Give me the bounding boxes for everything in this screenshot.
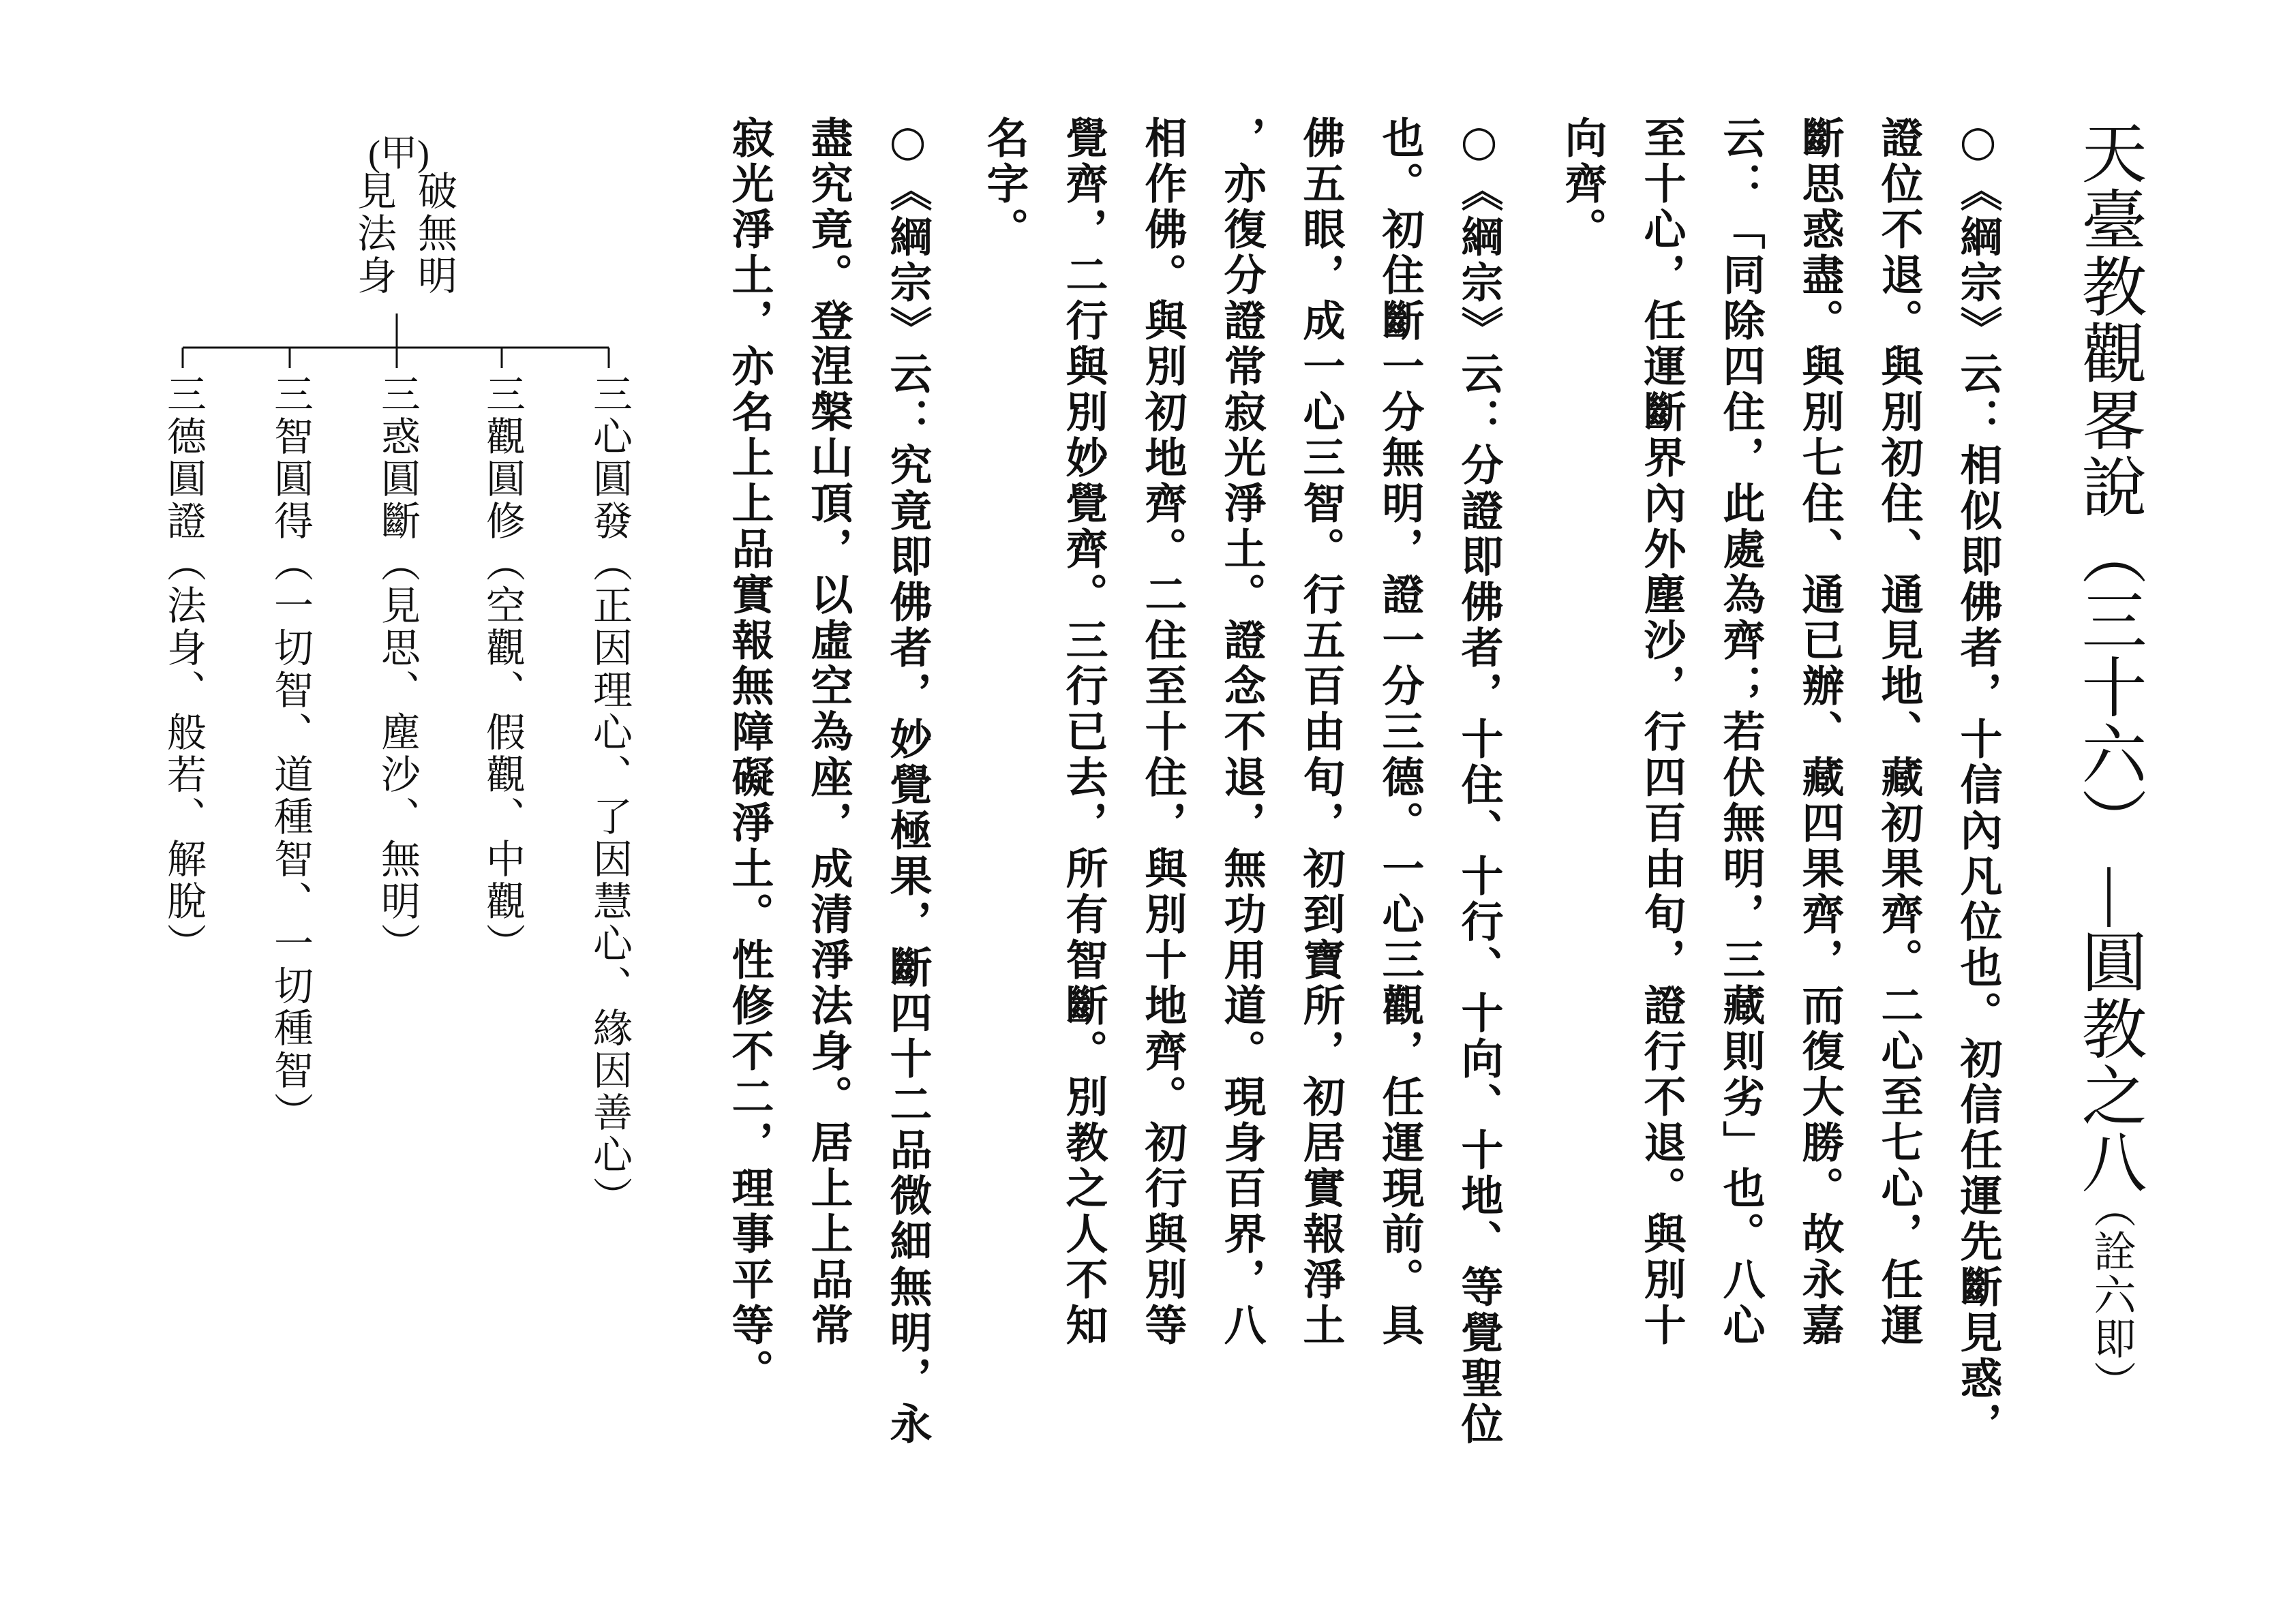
text-column: 寂光淨土，亦名上上品實報無障礙淨土。性修不二，理事平等。: [725, 116, 774, 1394]
text-column: 云：「同除四住，此處為齊；若伏無明，三藏則劣」也。八心: [1716, 116, 1766, 1349]
tree-branch: 三智圓得（一切智、道種智、一切種智）: [268, 373, 312, 1134]
tree-branch: 三觀圓修（空觀、假觀、中觀）: [480, 373, 524, 965]
tree-root-label: (甲): [368, 133, 429, 174]
text-column: ○《綱宗》云：相似即佛者，十信內凡位也。初信任運先斷見惑，: [1953, 116, 2003, 1448]
text-column: ○《綱宗》云：究竟即佛者，妙覺極果，斷四十二品微細無明，永: [883, 116, 933, 1448]
text-column: 佛五眼，成一心三智。行五百由旬，初到寶所，初居實報淨土: [1296, 116, 1346, 1349]
text-column: 向齊。: [1558, 116, 1607, 253]
text-column: 盡究竟。登涅槃山頂，以虛空為座，成清淨法身。居上上品常: [804, 116, 854, 1349]
text-column: 也。初住斷一分無明，證一分三德。一心三觀，任運現前。具: [1375, 116, 1425, 1349]
text-column: 相作佛。與別初地齊。二住至十住，與別十地齊。初行與別等: [1138, 116, 1188, 1349]
text-column: 至十心，任運斷界內外塵沙，行四百由旬，證行不退。與別十: [1637, 116, 1687, 1349]
tree-root-line: 見法身: [351, 170, 395, 297]
tree-branch: 三德圓證（法身、般若、解脫）: [161, 373, 205, 965]
page-subtitle: （詮六即）: [2087, 1186, 2134, 1404]
text-column: 斷思惑盡。與別七住、通已辦、藏四果齊，而復大勝。故永嘉: [1795, 116, 1845, 1349]
text-column: 證位不退。與別初住、通見地、藏初果齊。二心至七心，任運: [1874, 116, 1924, 1349]
text-column: 名字。: [980, 116, 1029, 253]
text-column: ○《綱宗》云：分證即佛者，十住、十行、十向、十地、等覺聖位: [1454, 116, 1504, 1448]
text-column: ，亦復分證常寂光淨土。證念不退，無功用道。現身百界，八: [1217, 116, 1267, 1349]
page-title: 天臺教觀畧說（三十六）|圓教之八: [2072, 119, 2145, 1195]
tree-branch: 三惑圓斷（見思、塵沙、無明）: [375, 373, 419, 965]
tree-branch: 三心圓發（正因理心、了因慧心、緣因善心）: [587, 373, 631, 1219]
tree-root-line: 破無明: [412, 170, 456, 297]
text-column: 覺齊，二行與別妙覺齊。三行已去，所有智斷。別教之人不知: [1059, 116, 1108, 1349]
